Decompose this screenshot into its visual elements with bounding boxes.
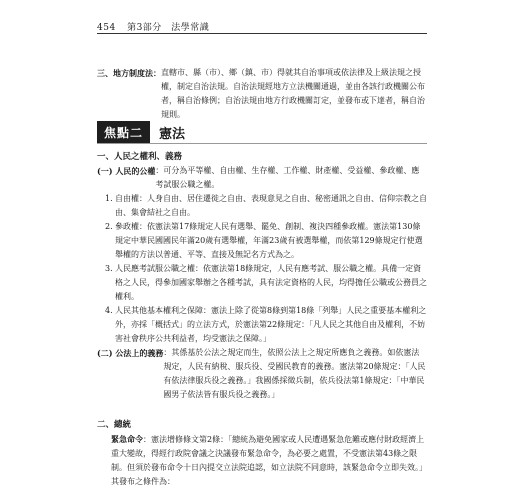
local-government-act-item — [97, 66, 427, 122]
item-label: 三、地方制度法： — [97, 68, 161, 78]
item-text: 人民其他基本權利之保障：憲法上除了從第8條到第18條「列舉」人民之重要基本權利之外，亦採「概括式」的立法方式，於憲法第22條規定：「凡人民之其他自由及權利，不妨害社會秩序公共利益者，均受憲法之保障。」 — [115, 306, 427, 343]
focus-heading — [97, 121, 185, 144]
list-item — [105, 220, 427, 262]
focus-rule — [97, 143, 427, 144]
focus-title: 憲法 — [159, 127, 186, 142]
item-text: 直轄市、縣（市）、鄉（鎮、市）得就其自治事項或依法律及上級法規之授權，制定自治法規。自治法規經地方立法機關通過，並由各該行政機關公布者，稱自治條例；自治法規由地方行政機關訂定，並發布或下達者，稱自治規則。 — [161, 68, 425, 119]
rights-list — [97, 192, 427, 346]
item-number: 4. — [105, 306, 113, 315]
emergency-order-paragraph — [97, 432, 427, 489]
list-item — [105, 192, 427, 220]
page-header — [97, 20, 209, 33]
focus-tag: 焦點二 — [97, 121, 150, 144]
section-president — [97, 418, 427, 489]
part-title: 第3部分 法學常識 — [127, 23, 210, 33]
section-rights-duties — [97, 150, 427, 402]
item-number: 3. — [105, 264, 113, 273]
section-heading: 一、人民之權利、義務 — [97, 152, 183, 162]
item-number: 1. — [105, 194, 113, 203]
paragraph-label: 緊急命令 — [111, 434, 143, 444]
section-heading: 二、總統 — [97, 420, 132, 430]
item-number: 2. — [105, 222, 113, 231]
item-text: 參政權：依憲法第17條規定人民有選舉、罷免、創制、複決四種參政權。憲法第130條規定中華民國國民年滿20歲有選舉權，年滿23歲有被選舉權，而依第129條規定行使選舉權的方法以普通、平等、直接及無記名方式為之。 — [115, 222, 423, 259]
list-item — [105, 262, 427, 304]
item-text: 人民應考試服公職之權：依憲法第18條規定，人民有應考試、服公職之權。具備一定資格之人民，得參加國家舉辦之各種考試，具有法定資格的人民，均得擔任公職或公務員之權利。 — [115, 264, 427, 301]
header-rule — [97, 33, 427, 34]
item-text: 自由權：人身自由、居住遷徙之自由、表現意見之自由、秘密通訊之自由、信仰宗教之自由、集會結社之自由。 — [115, 194, 427, 217]
sub-text: ：其係基於公法之規定而生，依照公法上之規定所應負之義務。如依憲法規定，人民有納稅、服兵役、受國民教育的義務。憲法第20條規定：「人民有依法律服兵役之義務。」我國係採徵兵制，依兵役法第1條規定：「中華民國男子依法皆有服兵役之義務。」 — [163, 348, 426, 399]
page-number: 454 — [97, 23, 116, 33]
sub-public-duties — [97, 346, 427, 402]
sub-label: (一) 人民的公權 — [97, 166, 156, 176]
paragraph-text: ：憲法增修條文第2條：「總統為避免國家或人民遭遇緊急危難或應付財政經濟上重大變故，得經行政院會議之決議發布緊急命令，為必要之處置，不受憲法第43條之限制。但須於發布命令十日內提交立法院追認，如立法院不同意時，該緊急命令立即失效。」其發布之條件為： — [111, 435, 427, 486]
sub-label: (二) 公法上的義務 — [97, 348, 164, 358]
list-item — [105, 304, 427, 346]
sub-public-rights — [97, 164, 427, 192]
sub-text: ：可分為平等權、自由權、生存權、工作權、財產權、受益權、參政權、應考試服公職之權。 — [155, 166, 420, 189]
